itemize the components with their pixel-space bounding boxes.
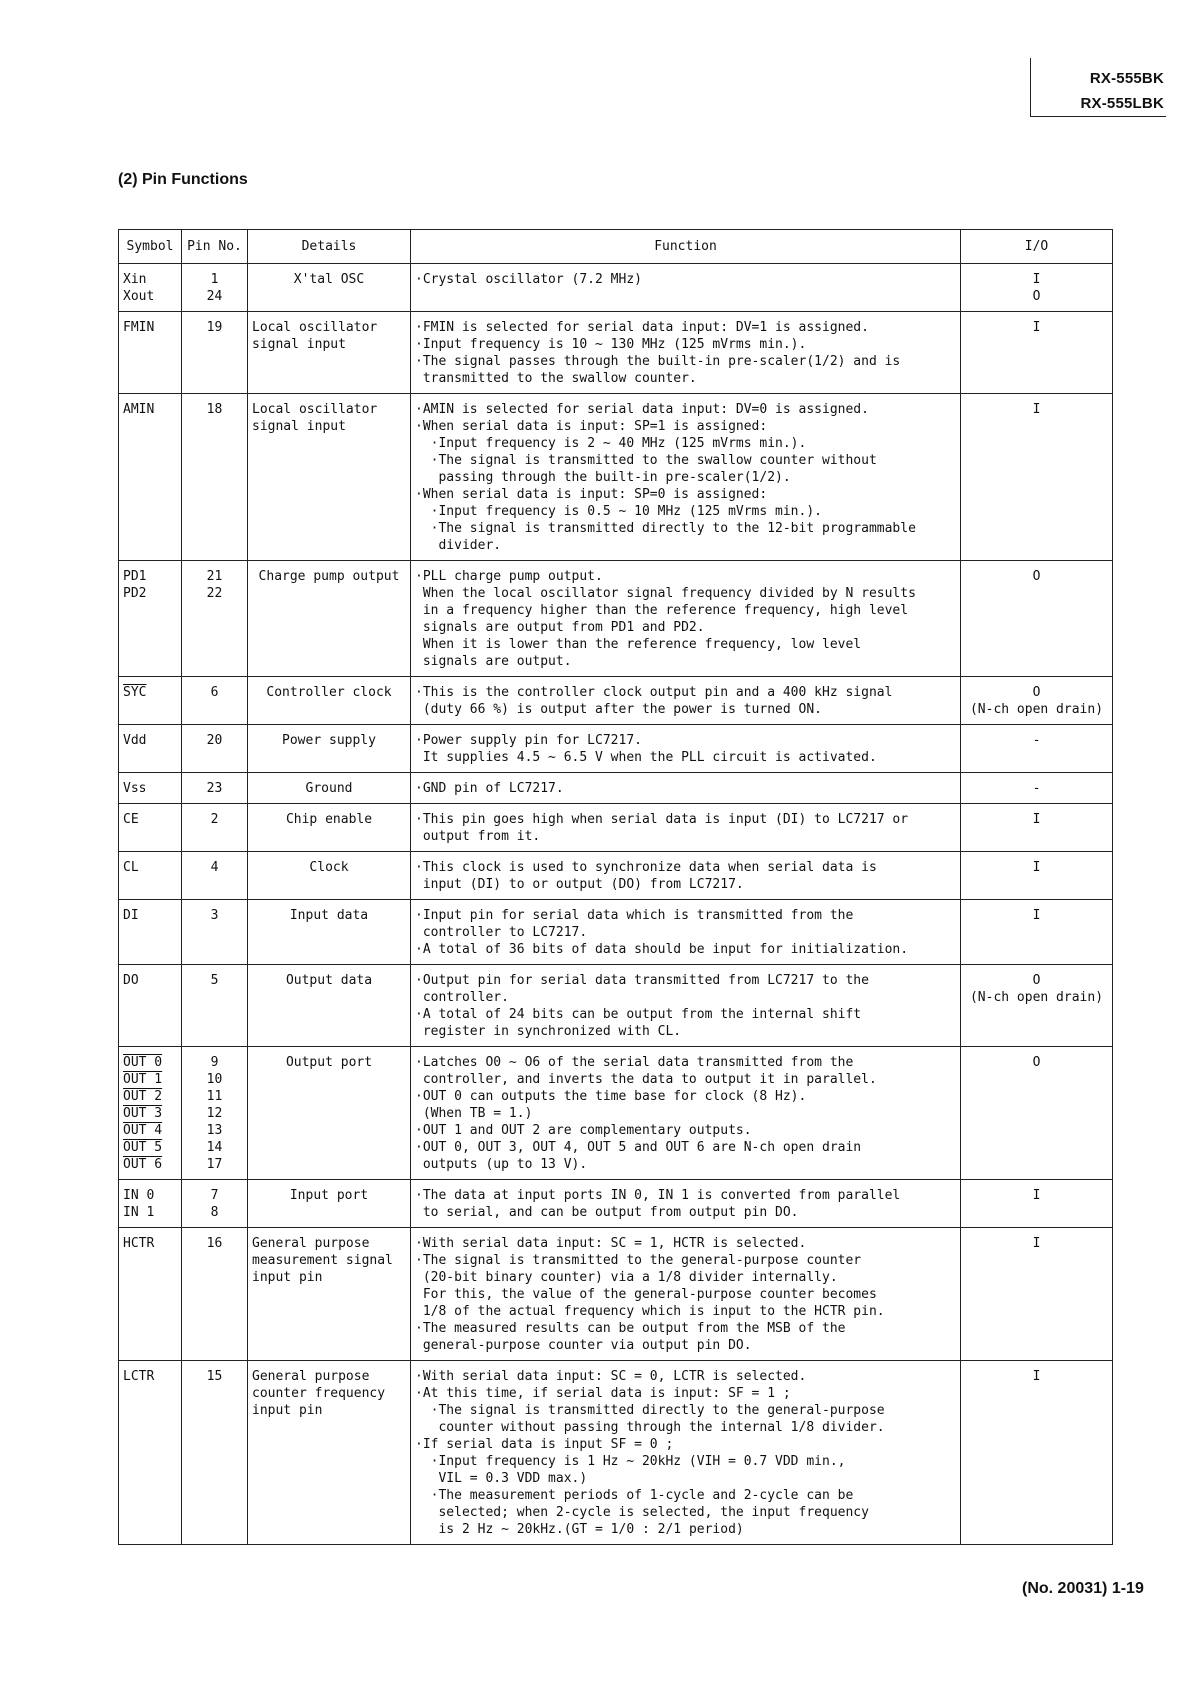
- io-text: I: [1032, 812, 1041, 827]
- function-line: For this, the value of the general-purpose counter becomes: [415, 1287, 877, 1302]
- pin-function: [411, 677, 961, 725]
- function-line: ·FMIN is selected for serial data input: DV=1 is assigned.: [415, 320, 869, 335]
- io-text: I: [1032, 908, 1041, 923]
- function-line: (When TB = 1.): [415, 1106, 533, 1121]
- function-line: ·OUT 1 and OUT 2 are complementary outputs.: [415, 1123, 752, 1138]
- function-line: ·The signal is transmitted to the general-purpose counter: [415, 1253, 862, 1268]
- pin-number-text: 24: [206, 289, 223, 304]
- function-line: signals are output from PD1 and PD2.: [415, 620, 705, 635]
- pin-function: [411, 1228, 961, 1361]
- io-text: -: [1032, 781, 1041, 796]
- function-line: ·A total of 36 bits of data should be input for initialization.: [415, 942, 909, 957]
- pin-details: Local oscillator signal input: [248, 312, 411, 394]
- io-text: I: [1032, 1236, 1041, 1251]
- pin-number: [182, 561, 248, 677]
- function-line: ·Output pin for serial data transmitted from LC7217 to the: [415, 973, 869, 988]
- pin-number: [182, 312, 248, 394]
- pin-io: [961, 965, 1113, 1047]
- function-line: VIL = 0.3 VDD max.): [415, 1471, 588, 1486]
- pin-io: [961, 900, 1113, 965]
- function-line: ·GND pin of LC7217.: [415, 781, 564, 796]
- pin-number: [182, 965, 248, 1047]
- function-line: (duty 66 %) is output after the power is turned ON.: [415, 702, 822, 717]
- function-line: ·The signal is transmitted directly to the 12-bit programmable: [415, 521, 916, 536]
- pin-function: [411, 312, 961, 394]
- symbol-text: IN 0: [123, 1188, 155, 1203]
- pin-function: [411, 561, 961, 677]
- io-text: I: [1032, 860, 1041, 875]
- function-line: ·A total of 24 bits can be output from the internal shift: [415, 1007, 862, 1022]
- pin-details: Ground: [248, 773, 411, 804]
- pin-details: Output data: [248, 965, 411, 1047]
- io-text: O: [1032, 685, 1041, 700]
- function-line: ·With serial data input: SC = 1, HCTR is selected.: [415, 1236, 807, 1251]
- pin-io: [961, 561, 1113, 677]
- table-row: [119, 965, 1113, 1047]
- pin-number: [182, 725, 248, 773]
- header-function: Function: [411, 230, 961, 264]
- pin-symbol: [119, 1047, 182, 1180]
- io-text: I: [1032, 272, 1041, 287]
- symbol-text: OUT 0: [123, 1055, 163, 1070]
- pin-number: [182, 394, 248, 561]
- pin-number-text: 5: [210, 973, 219, 988]
- function-line: When it is lower than the reference frequency, low level: [415, 637, 862, 652]
- symbol-text: Xout: [123, 289, 155, 304]
- pin-number-text: 21: [206, 569, 223, 584]
- pin-function: [411, 852, 961, 900]
- pin-function: [411, 1047, 961, 1180]
- pin-symbol: [119, 900, 182, 965]
- model-number-1: RX-555BK: [1089, 70, 1164, 87]
- pin-number: [182, 804, 248, 852]
- symbol-text: CL: [123, 860, 139, 875]
- pin-symbol: [119, 561, 182, 677]
- symbol-text: OUT 3: [123, 1106, 163, 1121]
- pin-symbol: [119, 677, 182, 725]
- pin-number: [182, 1361, 248, 1545]
- pin-symbol: [119, 264, 182, 312]
- table-row: [119, 725, 1113, 773]
- pin-number-text: 14: [206, 1140, 223, 1155]
- pin-io: [961, 1047, 1113, 1180]
- function-line: ·This clock is used to synchronize data when serial data is: [415, 860, 877, 875]
- symbol-text: DO: [123, 973, 139, 988]
- model-header: [1030, 58, 1166, 117]
- pin-io: [961, 773, 1113, 804]
- pin-io: [961, 264, 1113, 312]
- function-line: output from it.: [415, 829, 541, 844]
- table-row: [119, 852, 1113, 900]
- pin-details: Charge pump output: [248, 561, 411, 677]
- function-line: (20-bit binary counter) via a 1/8 divider internally.: [415, 1270, 838, 1285]
- pin-symbol: [119, 1361, 182, 1545]
- symbol-text: OUT 2: [123, 1089, 163, 1104]
- function-line: ·If serial data is input SF = 0 ;: [415, 1437, 674, 1452]
- function-line: ·Crystal oscillator (7.2 MHz): [415, 272, 642, 287]
- model-number-2: RX-555LBK: [1080, 95, 1164, 112]
- table-row: [119, 264, 1113, 312]
- header-details: Details: [248, 230, 411, 264]
- function-line: ·The signal is transmitted directly to the general-purpose: [415, 1403, 885, 1418]
- function-line: ·Input frequency is 1 Hz ~ 20kHz (VIH = 0.7 VDD min.,: [415, 1454, 846, 1469]
- pin-number-text: 16: [206, 1236, 223, 1251]
- symbol-text: CE: [123, 812, 139, 827]
- pin-number-text: 20: [206, 733, 223, 748]
- symbol-text: Vdd: [123, 733, 147, 748]
- pin-function: [411, 394, 961, 561]
- header-pin-no: Pin No.: [182, 230, 248, 264]
- function-line: ·PLL charge pump output.: [415, 569, 603, 584]
- function-line: counter without passing through the internal 1/8 divider.: [415, 1420, 885, 1435]
- pin-number: [182, 1228, 248, 1361]
- pin-function: [411, 773, 961, 804]
- pin-function: [411, 1180, 961, 1228]
- pin-io: [961, 1361, 1113, 1545]
- symbol-text: FMIN: [123, 320, 155, 335]
- function-line: ·The measurement periods of 1-cycle and 2-cycle can be: [415, 1488, 854, 1503]
- io-text: O: [1032, 973, 1041, 988]
- io-text: -: [1032, 733, 1041, 748]
- pin-details: Local oscillator signal input: [248, 394, 411, 561]
- function-line: ·OUT 0, OUT 3, OUT 4, OUT 5 and OUT 6 are N-ch open drain: [415, 1140, 862, 1155]
- pin-symbol: [119, 1180, 182, 1228]
- pin-io: [961, 852, 1113, 900]
- pin-number-text: 2: [210, 812, 219, 827]
- pin-io: [961, 1228, 1113, 1361]
- pin-functions-table: [118, 229, 1113, 1545]
- pin-rows: [119, 264, 1113, 1545]
- function-line: register in synchronized with CL.: [415, 1024, 682, 1039]
- pin-symbol: [119, 394, 182, 561]
- pin-number: [182, 1180, 248, 1228]
- symbol-text: Xin: [123, 272, 147, 287]
- pin-number: [182, 264, 248, 312]
- pin-number: [182, 773, 248, 804]
- pin-number-text: 11: [206, 1089, 223, 1104]
- function-line: outputs (up to 13 V).: [415, 1157, 588, 1172]
- pin-details: Input port: [248, 1180, 411, 1228]
- pin-io: [961, 394, 1113, 561]
- function-line: ·Power supply pin for LC7217.: [415, 733, 642, 748]
- symbol-text: AMIN: [123, 402, 155, 417]
- table-row: [119, 1361, 1113, 1545]
- io-text: O: [1032, 289, 1041, 304]
- function-line: is 2 Hz ~ 20kHz.(GT = 1/0 : 2/1 period): [415, 1522, 744, 1537]
- pin-details: Output port: [248, 1047, 411, 1180]
- pin-io: [961, 312, 1113, 394]
- function-line: to serial, and can be output from output pin DO.: [415, 1205, 799, 1220]
- io-text: I: [1032, 1369, 1041, 1384]
- function-line: ·The signal is transmitted to the swallow counter without: [415, 453, 877, 468]
- function-line: general-purpose counter via output pin DO.: [415, 1338, 752, 1353]
- pin-details: General purpose measurement signal input pin: [248, 1228, 411, 1361]
- pin-io: [961, 677, 1113, 725]
- symbol-text: OUT 5: [123, 1140, 163, 1155]
- function-line: ·Input pin for serial data which is transmitted from the: [415, 908, 854, 923]
- function-line: ·Input frequency is 10 ~ 130 MHz (125 mVrms min.).: [415, 337, 807, 352]
- function-line: ·OUT 0 can outputs the time base for clock (8 Hz).: [415, 1089, 807, 1104]
- function-line: ·Input frequency is 0.5 ~ 10 MHz (125 mVrms min.).: [415, 504, 822, 519]
- pin-details: General purpose counter frequency input pin: [248, 1361, 411, 1545]
- io-text: O: [1032, 1055, 1041, 1070]
- function-line: divider.: [415, 538, 502, 553]
- table-row: [119, 561, 1113, 677]
- io-text: (N-ch open drain): [969, 702, 1104, 717]
- function-line: ·With serial data input: SC = 0, LCTR is selected.: [415, 1369, 807, 1384]
- table-row: [119, 312, 1113, 394]
- io-text: I: [1032, 1188, 1041, 1203]
- table-row: [119, 773, 1113, 804]
- symbol-text: PD1: [123, 569, 147, 584]
- symbol-text: OUT 1: [123, 1072, 163, 1087]
- symbol-text: Vss: [123, 781, 147, 796]
- pin-function: [411, 1361, 961, 1545]
- pin-function: [411, 900, 961, 965]
- table-row: [119, 394, 1113, 561]
- function-line: selected; when 2-cycle is selected, the input frequency: [415, 1505, 869, 1520]
- function-line: ·Input frequency is 2 ~ 40 MHz (125 mVrms min.).: [415, 436, 807, 451]
- pin-number-text: 18: [206, 402, 223, 417]
- pin-symbol: [119, 1228, 182, 1361]
- symbol-text: HCTR: [123, 1236, 155, 1251]
- pin-function: [411, 804, 961, 852]
- pin-number-text: 23: [206, 781, 223, 796]
- pin-details: X'tal OSC: [248, 264, 411, 312]
- pin-number: [182, 900, 248, 965]
- pin-number-text: 17: [206, 1157, 223, 1172]
- table-row: [119, 677, 1113, 725]
- function-line: It supplies 4.5 ~ 6.5 V when the PLL circuit is activated.: [415, 750, 877, 765]
- function-line: ·When serial data is input: SP=1 is assigned:: [415, 419, 768, 434]
- function-line: passing through the built-in pre-scaler(1/2).: [415, 470, 791, 485]
- pin-number-text: 3: [210, 908, 219, 923]
- function-line: When the local oscillator signal frequency divided by N results: [415, 586, 916, 601]
- pin-function: [411, 725, 961, 773]
- function-line: ·At this time, if serial data is input: SF = 1 ;: [415, 1386, 791, 1401]
- function-line: controller to LC7217.: [415, 925, 588, 940]
- function-line: ·AMIN is selected for serial data input: DV=0 is assigned.: [415, 402, 869, 417]
- pin-function: [411, 264, 961, 312]
- pin-io: [961, 1180, 1113, 1228]
- function-line: ·The signal passes through the built-in pre-scaler(1/2) and is: [415, 354, 901, 369]
- io-text: I: [1032, 320, 1041, 335]
- table-row: [119, 1228, 1113, 1361]
- symbol-text: LCTR: [123, 1369, 155, 1384]
- pin-io: [961, 804, 1113, 852]
- table-row: [119, 900, 1113, 965]
- function-line: ·Latches O0 ~ O6 of the serial data transmitted from the: [415, 1055, 854, 1070]
- pin-number-text: 13: [206, 1123, 223, 1138]
- pin-symbol: [119, 725, 182, 773]
- header-io: I/O: [961, 230, 1113, 264]
- symbol-text: IN 1: [123, 1205, 155, 1220]
- pin-number-text: 8: [210, 1205, 219, 1220]
- table-row: [119, 804, 1113, 852]
- pin-number: [182, 852, 248, 900]
- table-header-row: [119, 230, 1113, 264]
- page-number: (No. 20031) 1-19: [1022, 1580, 1144, 1597]
- pin-number-text: 4: [210, 860, 219, 875]
- function-line: ·This pin goes high when serial data is input (DI) to LC7217 or: [415, 812, 909, 827]
- section-title: (2) Pin Functions: [118, 171, 248, 188]
- io-text: I: [1032, 402, 1041, 417]
- pin-details: Input data: [248, 900, 411, 965]
- header-symbol: Symbol: [119, 230, 182, 264]
- function-line: controller, and inverts the data to output it in parallel.: [415, 1072, 877, 1087]
- function-line: controller.: [415, 990, 509, 1005]
- io-text: O: [1032, 569, 1041, 584]
- pin-details: Power supply: [248, 725, 411, 773]
- pin-symbol: [119, 804, 182, 852]
- pin-number-text: 12: [206, 1106, 223, 1121]
- function-line: in a frequency higher than the reference frequency, high level: [415, 603, 909, 618]
- io-text: (N-ch open drain): [969, 990, 1104, 1005]
- pin-io: [961, 725, 1113, 773]
- symbol-text: $\overline{SYC}$: [123, 685, 147, 700]
- pin-details: Clock: [248, 852, 411, 900]
- pin-number-text: 19: [206, 320, 223, 335]
- pin-number-text: 10: [206, 1072, 223, 1087]
- pin-symbol: [119, 773, 182, 804]
- symbol-text: OUT 4: [123, 1123, 163, 1138]
- function-line: ·This is the controller clock output pin and a 400 kHz signal: [415, 685, 893, 700]
- pin-function: [411, 965, 961, 1047]
- function-line: ·When serial data is input: SP=0 is assigned:: [415, 487, 768, 502]
- function-line: input (DI) to or output (DO) from LC7217.: [415, 877, 744, 892]
- pin-number-text: 15: [206, 1369, 223, 1384]
- pin-number: [182, 677, 248, 725]
- pin-number: [182, 1047, 248, 1180]
- pin-details: Chip enable: [248, 804, 411, 852]
- pin-number-text: 22: [206, 586, 223, 601]
- function-line: ·The measured results can be output from the MSB of the: [415, 1321, 846, 1336]
- function-line: 1/8 of the actual frequency which is input to the HCTR pin.: [415, 1304, 885, 1319]
- pin-details: Controller clock: [248, 677, 411, 725]
- pin-number-text: 7: [210, 1188, 219, 1203]
- pin-symbol: [119, 852, 182, 900]
- pin-number-text: 6: [210, 685, 219, 700]
- table-row: [119, 1180, 1113, 1228]
- function-line: signals are output.: [415, 654, 572, 669]
- function-line: transmitted to the swallow counter.: [415, 371, 697, 386]
- pin-number-text: 9: [210, 1055, 219, 1070]
- symbol-text: DI: [123, 908, 139, 923]
- function-line: ·The data at input ports IN 0, IN 1 is converted from parallel: [415, 1188, 901, 1203]
- table-row: [119, 1047, 1113, 1180]
- pin-number-text: 1: [210, 272, 219, 287]
- symbol-text: OUT 6: [123, 1157, 163, 1172]
- symbol-text: PD2: [123, 586, 147, 601]
- pin-symbol: [119, 312, 182, 394]
- pin-symbol: [119, 965, 182, 1047]
